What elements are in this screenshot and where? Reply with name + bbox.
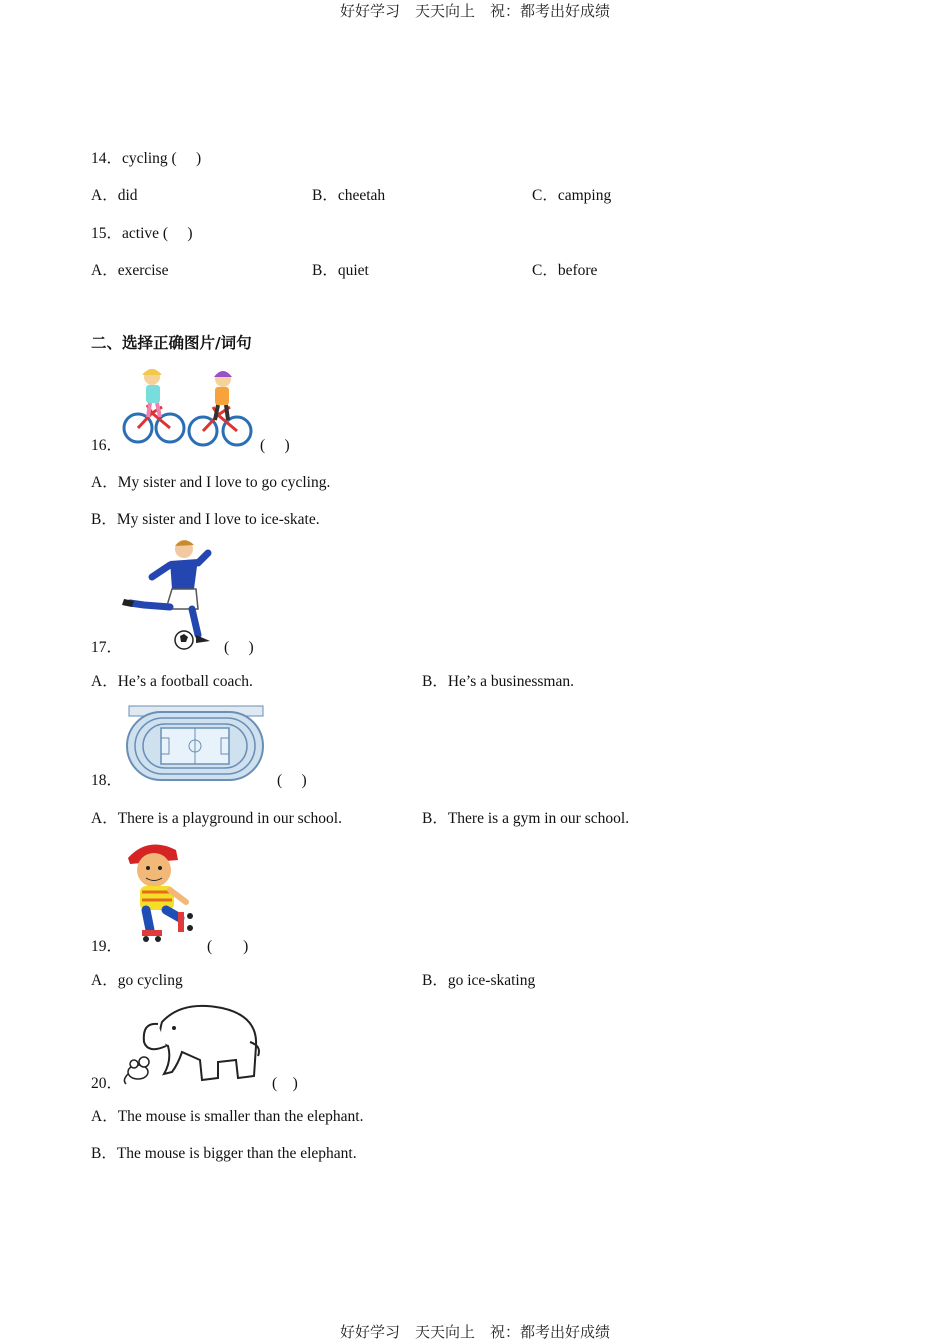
q16-answer-paren[interactable]: ( )	[260, 437, 290, 454]
q17-option-a[interactable]: A．He’s a football coach.	[91, 673, 253, 690]
page-header: 好好学习 天天向上 祝：都考出好成绩	[339, 2, 610, 20]
q19-answer-paren[interactable]: ( )	[207, 938, 249, 955]
q15-option-c[interactable]: C．before	[532, 262, 598, 279]
q20-option-b[interactable]: B．The mouse is bigger than the elephant.	[91, 1145, 357, 1162]
question-17-number: 17．	[91, 639, 123, 656]
q20-answer-paren[interactable]: ( )	[272, 1075, 298, 1092]
q14-option-c[interactable]: C．camping	[532, 187, 612, 204]
q17-answer-paren[interactable]: ( )	[224, 639, 254, 656]
section-2-title: 二、选择正确图片/词句	[91, 334, 252, 352]
running-track-field-image	[125, 706, 265, 782]
q18-answer-paren[interactable]: ( )	[277, 772, 307, 789]
boy-roller-skating-image	[124, 840, 200, 944]
football-player-kicking-image	[122, 537, 222, 652]
q16-option-a[interactable]: A．My sister and I love to go cycling.	[91, 474, 331, 491]
question-15-stem: 15．active ( )	[91, 225, 193, 242]
q15-option-a[interactable]: A．exercise	[91, 262, 169, 279]
question-14-stem: 14．cycling ( )	[91, 150, 202, 167]
q18-option-a[interactable]: A．There is a playground in our school.	[91, 810, 342, 827]
two-children-cycling-image	[120, 365, 255, 447]
q16-option-b[interactable]: B．My sister and I love to ice-skate.	[91, 511, 320, 528]
question-18-number: 18．	[91, 772, 123, 789]
q20-option-a[interactable]: A．The mouse is smaller than the elephant.	[91, 1108, 364, 1125]
q19-option-a[interactable]: A．go cycling	[91, 972, 183, 989]
q19-option-b[interactable]: B．go ice-skating	[422, 972, 536, 989]
question-20-number: 20．	[91, 1075, 123, 1092]
question-19-number: 19．	[91, 938, 123, 955]
q15-option-b[interactable]: B．quiet	[312, 262, 369, 279]
mouse-and-elephant-image	[122, 1002, 262, 1086]
q14-option-b[interactable]: B．cheetah	[312, 187, 386, 204]
page-footer: 好好学习 天天向上 祝：都考出好成绩	[339, 1323, 610, 1341]
q14-option-a[interactable]: A．did	[91, 187, 138, 204]
question-16-number: 16．	[91, 437, 123, 454]
q18-option-b[interactable]: B．There is a gym in our school.	[422, 810, 630, 827]
q17-option-b[interactable]: B．He’s a businessman.	[422, 673, 574, 690]
